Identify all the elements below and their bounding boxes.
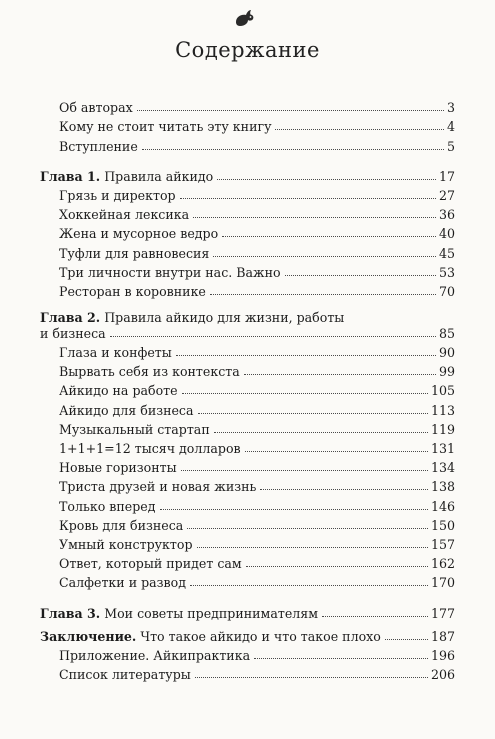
toc-entry-title: Об авторах (59, 100, 133, 116)
toc-entry-title: Грязь и директор (59, 187, 176, 203)
toc-entry-page: 138 (430, 479, 455, 495)
toc-entry-page: 45 (438, 245, 455, 261)
toc-entry-page: 157 (430, 536, 455, 552)
chapter-label: Заключение. (40, 628, 137, 644)
toc-entry-page: 90 (438, 345, 455, 361)
toc-entry-page: 131 (430, 441, 455, 456)
toc-entry-page: 53 (438, 264, 455, 280)
toc-entry[interactable] (40, 241, 455, 260)
toc-entry-title: Салфетки и развод (59, 575, 186, 591)
toc-chapter-2[interactable] (40, 310, 455, 341)
toc-entry-page: 119 (430, 421, 455, 437)
toc-chapter-3[interactable] (40, 601, 455, 620)
dot-leader (285, 275, 436, 276)
dot-leader (214, 432, 428, 433)
dot-leader (110, 336, 436, 337)
toc-entry[interactable] (40, 514, 455, 533)
chapter-label: Глава 1. (40, 168, 101, 184)
toc-entry-page: 4 (446, 119, 455, 135)
toc-entry-page: 146 (430, 498, 455, 514)
toc-chapter-title (40, 629, 381, 644)
dot-leader (322, 616, 428, 617)
dot-leader (137, 110, 444, 111)
toc-chapter-title-line2 (40, 325, 455, 341)
toc-entry-appendix[interactable] (40, 644, 455, 663)
toc-chapter-title (40, 169, 213, 184)
toc-entry-title: 1+1+1=12 тысяч долларов (59, 441, 241, 456)
toc-entry-title: Жена и мусорное ведро (59, 226, 219, 242)
toc-entry-page: 105 (430, 383, 455, 399)
toc-chapter-title-line1 (40, 310, 455, 325)
chapter-title-text: Что такое айкидо и что такое плохо (140, 628, 381, 644)
toc-entry-title: Список литературы (59, 667, 191, 683)
toc-entry[interactable] (40, 571, 455, 590)
dot-leader (275, 129, 444, 130)
dot-leader (193, 217, 436, 218)
toc-entry-title: Хоккейная лексика (59, 207, 190, 223)
toc-entry-page: 187 (430, 628, 455, 644)
dot-leader (246, 566, 428, 567)
toc-entry-page: 162 (430, 556, 455, 572)
toc-entry[interactable] (40, 222, 455, 241)
dot-leader (217, 179, 436, 180)
toc-entry-about-authors[interactable] (40, 96, 455, 115)
toc-entry-title: Приложение. Айкипрактика (59, 647, 251, 663)
toc-entry-page: 170 (430, 575, 455, 591)
dot-leader (195, 677, 428, 678)
toc-entry[interactable] (40, 261, 455, 280)
toc-entry-page: 206 (430, 667, 455, 683)
toc-entry-page: 27 (438, 187, 455, 203)
toc-entry-title: Туфли для равновесия (59, 245, 210, 261)
toc-entry-title: Три личности внутри нас. Важно (59, 264, 281, 280)
toc-entry-page: 196 (430, 647, 455, 663)
dot-leader (222, 236, 436, 237)
toc-entry[interactable] (40, 475, 455, 494)
toc-entry-title: Умный конструктор (59, 536, 193, 552)
dot-leader (385, 639, 428, 640)
toc-entry-page: 70 (438, 283, 455, 299)
dot-leader (176, 355, 436, 356)
toc-entry-title: Вырвать себя из контекста (59, 364, 240, 380)
toc-entry-title: Ответ, который придет сам (59, 556, 242, 572)
dot-leader (182, 393, 428, 394)
table-of-contents (40, 96, 455, 682)
toc-entry-title: Айкидо на работе (59, 383, 178, 399)
dot-leader (187, 528, 428, 529)
toc-entry-page: 3 (446, 100, 455, 116)
dot-leader (260, 489, 428, 490)
toc-entry-title: Кровь для бизнеса (59, 517, 184, 533)
toc-entry-page: 5 (446, 138, 455, 154)
dot-leader (244, 374, 436, 375)
toc-entry-title: Новые горизонты (59, 460, 177, 476)
dot-leader (245, 451, 428, 452)
toc-entry-title: Глаза и конфеты (59, 345, 172, 361)
toc-entry-page: 150 (430, 517, 455, 533)
toc-entry-title: Ресторан в коровнике (59, 283, 206, 299)
toc-entry-who-should-not-read[interactable] (40, 115, 455, 134)
dot-leader (180, 198, 436, 199)
toc-entry-page: 36 (438, 207, 455, 223)
toc-entry[interactable] (40, 418, 455, 437)
dot-leader (210, 294, 436, 295)
toc-entry[interactable] (40, 533, 455, 552)
toc-entry-page: 113 (430, 402, 455, 418)
toc-entry-title: Вступление (59, 138, 138, 154)
toc-entry[interactable] (40, 341, 455, 360)
toc-entry[interactable] (40, 494, 455, 513)
toc-conclusion[interactable] (40, 625, 455, 644)
chapter-label: Глава 3. (40, 605, 101, 621)
toc-entry[interactable] (40, 437, 455, 456)
toc-entry-page: 177 (430, 605, 455, 621)
toc-chapter-title (40, 606, 318, 621)
toc-entry[interactable] (40, 184, 455, 203)
chapter-title-text: Мои советы предпринимателям (104, 605, 319, 621)
chapter-title-text: и бизнеса (40, 325, 106, 341)
dot-leader (142, 149, 444, 150)
chapter-title-text: Правила айкидо (104, 168, 214, 184)
chapter-title-text: Правила айкидо для жизни, работы (104, 309, 345, 325)
toc-entry[interactable] (40, 280, 455, 299)
dot-leader (198, 413, 428, 414)
toc-entry-title: Только вперед (59, 498, 156, 514)
toc-entry-page: 40 (438, 226, 455, 242)
toc-entry[interactable] (40, 398, 455, 417)
toc-chapter-1[interactable] (40, 165, 455, 184)
toc-entry-page: 17 (438, 168, 455, 184)
toc-entry-title: Кому не стоит читать эту книгу (59, 119, 272, 135)
toc-entry-title: Триста друзей и новая жизнь (59, 479, 257, 495)
toc-entry-introduction[interactable] (40, 134, 455, 153)
chapter-label: Глава 2. (40, 309, 101, 325)
rabbit-logo-icon (232, 8, 256, 30)
toc-entry[interactable] (40, 360, 455, 379)
page-title: Содержание (175, 38, 320, 62)
dot-leader (181, 470, 428, 471)
dot-leader (190, 585, 428, 586)
dot-leader (197, 547, 428, 548)
dot-leader (213, 256, 436, 257)
toc-entry-page: 134 (430, 460, 455, 476)
toc-entry[interactable] (40, 379, 455, 398)
toc-entry-title: Айкидо для бизнеса (59, 402, 194, 418)
toc-entry-title: Музыкальный стартап (59, 421, 210, 437)
toc-entry-bibliography[interactable] (40, 663, 455, 682)
toc-entry[interactable] (40, 456, 455, 475)
toc-entry[interactable] (40, 203, 455, 222)
dot-leader (254, 658, 428, 659)
toc-entry[interactable] (40, 552, 455, 571)
dot-leader (160, 509, 428, 510)
toc-entry-page: 99 (438, 364, 455, 380)
toc-entry-page: 85 (438, 325, 455, 341)
